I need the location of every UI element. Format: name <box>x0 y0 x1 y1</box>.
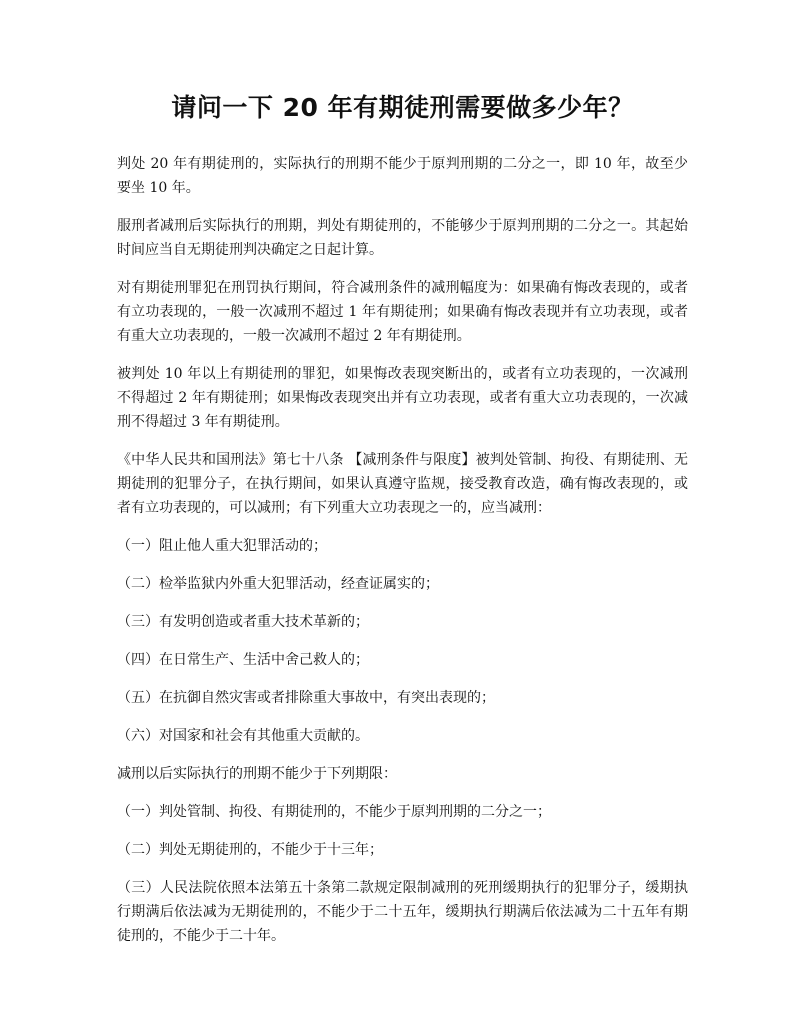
list-item-2: （二）检举监狱内外重大犯罪活动，经查证属实的； <box>117 576 439 592</box>
paragraph-answer: 判处 20 年有期徒刑的，实际执行的刑期不能少于原判刑期的二分之一，即 10 年，故至少要坐 10 年。 <box>117 156 688 196</box>
list-item-5: （五）在抗御自然灾害或者排除重大事故中，有突出表现的； <box>117 690 495 706</box>
list-item-4: （四）在日常生产、生活中舍己救人的； <box>117 652 369 668</box>
term-item-3: （三）人民法院依照本法第五十条第二款规定限制减刑的死刑缓期执行的犯罪分子，缓期执行期满后依法减为无期徒刑的，不能少于二十五年，缓期执行期满后依法减为二十五年有期徒刑的，不能少于二十年。 <box>117 880 688 944</box>
list-item-3: （三）有发明创造或者重大技术革新的； <box>117 614 369 630</box>
list-item-6: （六）对国家和社会有其他重大贡献的。 <box>117 728 369 744</box>
term-item-1: （一）判处管制、拘役、有期徒刑的，不能少于原判刑期的二分之一； <box>117 804 551 820</box>
paragraph-reduced-term: 服刑者减刑后实际执行的刑期，判处有期徒刑的，不能够少于原判刑期的二分之一。其起始时间应当自无期徒刑判决确定之日起计算。 <box>117 218 688 258</box>
term-item-2: （二）判处无期徒刑的，不能少于十三年； <box>117 842 383 858</box>
list-item-1: （一）阻止他人重大犯罪活动的； <box>117 538 327 554</box>
paragraph-criminal-law-article-78: 《中华人民共和国刑法》第七十八条 【减刑条件与限度】被判处管制、拘役、有期徒刑、无期徒刑的犯罪分子，在执行期间，如果认真遵守监规，接受教育改造，确有悔改表现的，或者有立功表现的，可以减刑；有下列重大立功表现之一的，应当减刑： <box>117 452 688 516</box>
paragraph-over-ten-years: 被判处 10 年以上有期徒刑的罪犯，如果悔改表现突断出的，或者有立功表现的，一次减刑不得超过 2 年有期徒刑；如果悔改表现突出并有立功表现，或者有重大立功表现的，一次减刑不得超过 3 年有期徒刑。 <box>117 366 688 430</box>
paragraph-minimum-terms: 减刑以后实际执行的刑期不能少于下列期限： <box>117 766 397 782</box>
paragraph-reduction-range: 对有期徒刑罪犯在刑罚执行期间，符合减刑条件的减刑幅度为：如果确有悔改表现的，或者有立功表现的，一般一次减刑不超过 1 年有期徒刑；如果确有悔改表现并有立功表现，或者有重大立功表现的，一般一次减刑不超过 2 年有期徒刑。 <box>117 280 688 344</box>
document-title: 请问一下 20 年有期徒刑需要做多少年？ <box>171 93 634 122</box>
